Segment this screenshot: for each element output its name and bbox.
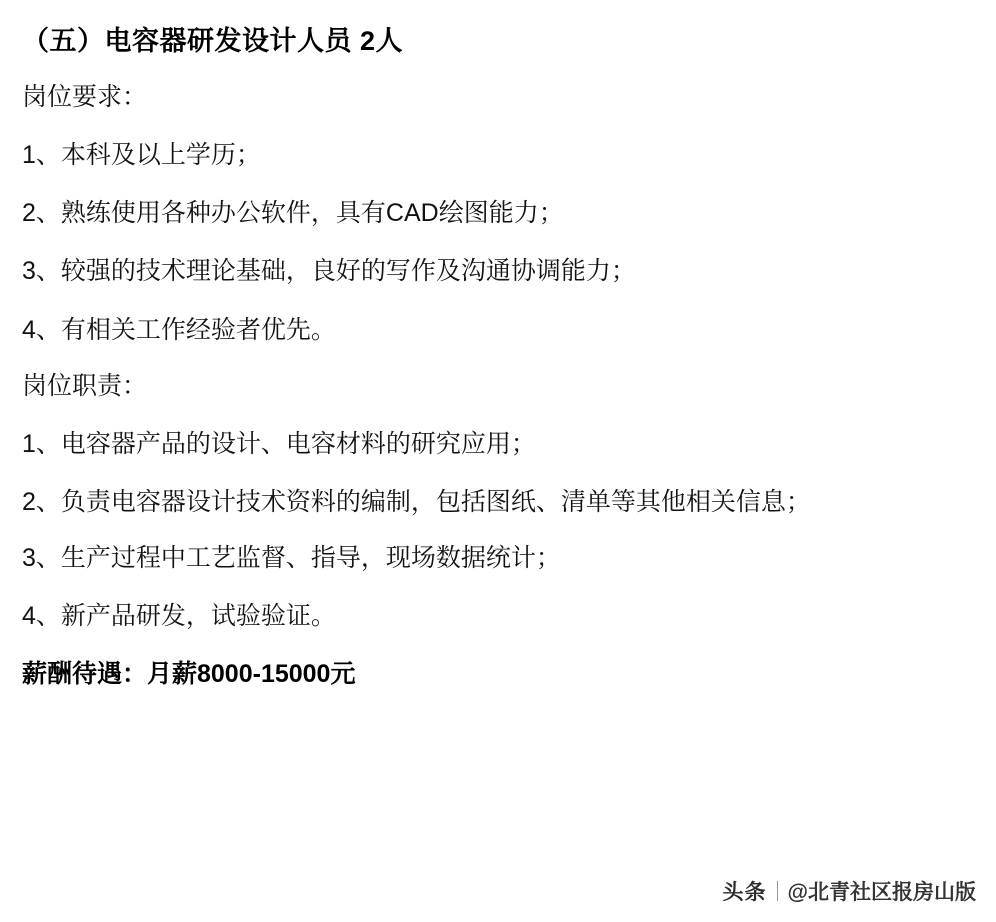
toutiao-logo: 头条 <box>722 881 767 904</box>
requirements-heading: 岗位要求： <box>22 83 148 112</box>
salary-line: 薪酬待遇：月薪8000-15000元 <box>22 659 356 688</box>
requirement-item: 1、本科及以上学历； <box>22 140 261 169</box>
duty-item: 1、电容器产品的设计、电容材料的研究应用； <box>22 429 536 458</box>
requirement-item: 3、较强的技术理论基础，良好的写作及沟通协调能力； <box>22 257 636 286</box>
duty-item: 4、新产品研发，试验验证。 <box>22 602 336 631</box>
duty-item: 2、负责电容器设计技术资料的编制，包括图纸、清单等其他相关信息； <box>22 487 811 516</box>
page-title: （五）电容器研发设计人员 2人 <box>22 26 404 56</box>
requirement-item: 2、熟练使用各种办公软件，具有CAD绘图能力； <box>22 199 564 228</box>
watermark <box>723 876 976 906</box>
requirement-item: 4、有相关工作经验者优先。 <box>22 315 336 344</box>
watermark-divider <box>777 881 778 901</box>
duty-item: 3、生产过程中工艺监督、指导，现场数据统计； <box>22 544 561 573</box>
duties-heading: 岗位职责： <box>22 371 148 400</box>
watermark-account: @北青社区报房山版 <box>787 881 976 904</box>
